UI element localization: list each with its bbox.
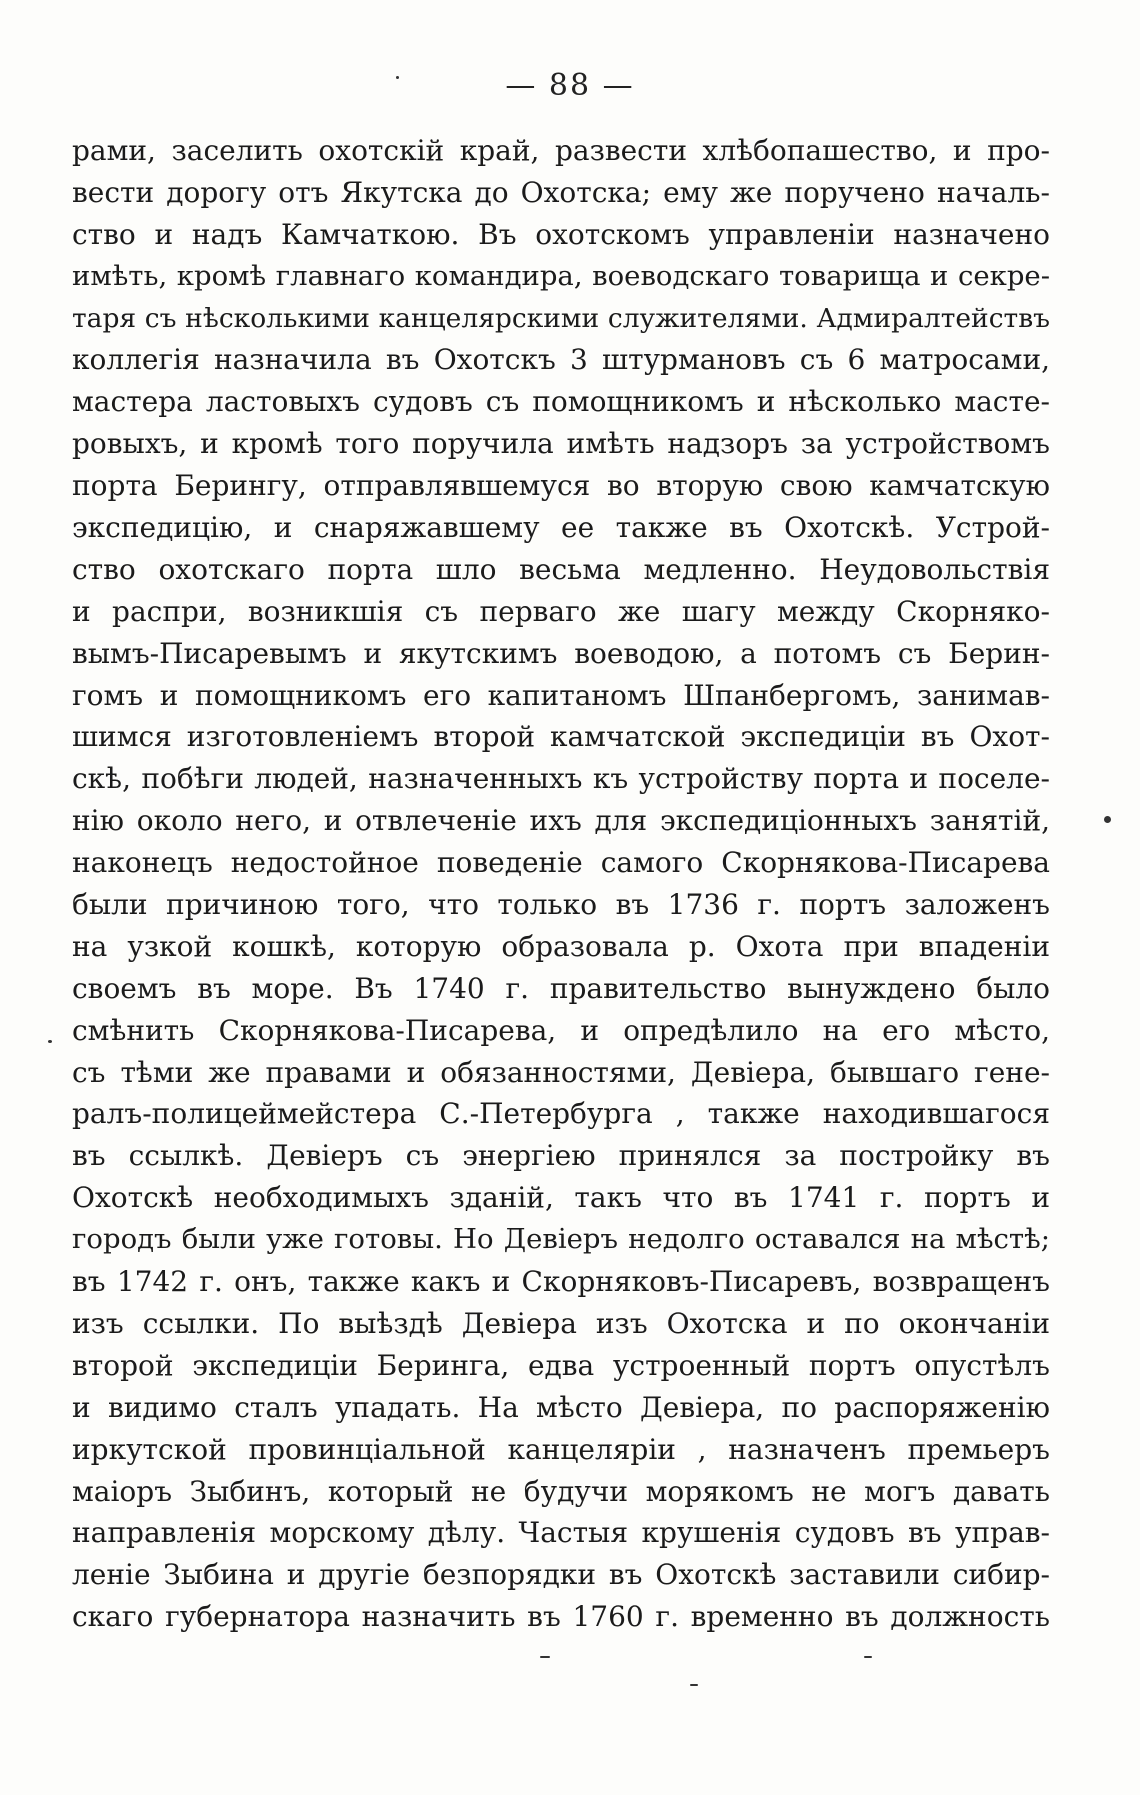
text-line: смѣнить Скорнякова-Писарева, и опредѣлило на его мѣсто, [72, 1013, 1050, 1047]
ink-speck [48, 1040, 52, 1043]
text-line: иркутской провинціальной канцеляріи , назначенъ премьеръ [72, 1432, 1050, 1466]
text-line: ровыхъ, и кромѣ того поручила имѣть надзоръ за устройствомъ [72, 427, 1050, 461]
text-line: порта Берингу, отправлявшемуся во вторую свою камчатскую [72, 469, 1050, 503]
text-line: нію около него, и отвлеченіе ихъ для экспедиціонныхъ занятій, [72, 804, 1050, 838]
text-line: таря съ нѣсколькими канцелярскими служителями. Адмиралтействъ [72, 302, 1050, 334]
body-text [72, 130, 1050, 1638]
text-line: въ 1742 г. онъ, также какъ и Скорняковъ-Писаревъ, возвращенъ [72, 1265, 1050, 1299]
text-line: въ ссылкѣ. Девіеръ съ энергіею принялся за постройку въ [72, 1139, 1050, 1173]
text-line: скаго губернатора назначить въ 1760 г. временно въ должность [72, 1600, 1050, 1634]
text-line: коллегія назначила въ Охотскъ 3 штурмановъ съ 6 матросами, [72, 343, 1050, 377]
text-line: гомъ и помощникомъ его капитаномъ Шпанбергомъ, занимав- [72, 678, 1050, 712]
text-line: и распри, возникшія съ перваго же шагу между Скорняко- [72, 594, 1050, 628]
text-line: были причиною того, что только въ 1736 г. портъ заложенъ [72, 888, 1050, 922]
text-line: экспедицію, и снаряжавшему ее также въ Охотскѣ. Устрой- [72, 511, 1050, 545]
text-line: рами, заселить охотскій край, развести хлѣбопашество, и про- [72, 134, 1050, 167]
text-line: наконецъ недостойное поведеніе самого Скорнякова-Писарева [72, 846, 1050, 880]
text-line: шимся изготовленіемъ второй камчатской экспедиціи въ Охот- [72, 720, 1050, 754]
ink-speck [690, 1684, 698, 1686]
text-line: ство охотскаго порта шло весьма медленно. Неудовольствія [72, 552, 1050, 586]
text-line: второй экспедиціи Беринга, едва устроенный портъ опустѣлъ [72, 1348, 1050, 1382]
text-line: своемъ въ море. Въ 1740 г. правительство вынуждено было [72, 971, 1050, 1005]
text-line: Охотскѣ необходимыхъ зданій, такъ что въ 1741 г. портъ и [72, 1181, 1050, 1215]
text-line: изъ ссылки. По выѣздѣ Девіера изъ Охотска и по окончаніи [72, 1306, 1050, 1340]
text-line: скѣ, побѣги людей, назначенныхъ къ устройству порта и поселе- [72, 762, 1050, 796]
ink-speck [540, 1656, 550, 1658]
text-line: мастера ластовыхъ судовъ съ помощникомъ и нѣсколько масте- [72, 385, 1050, 419]
text-line: и видимо сталъ упадать. На мѣсто Девіера, по распоряженію [72, 1390, 1050, 1424]
text-line: ралъ-полицеймейстера С.-Петербурга , также находившагося [72, 1097, 1050, 1131]
text-line: имѣть, кромѣ главнаго командира, воеводскаго товарища и секре- [72, 259, 1050, 292]
text-line: городъ были уже готовы. Но Девіеръ недолго оставался на мѣстѣ; [72, 1223, 1050, 1256]
ink-speck [396, 76, 399, 79]
text-line: ство и надъ Камчаткою. Въ охотскомъ управленіи назначено [72, 217, 1050, 251]
text-line: вымъ-Писаревымъ и якутскимъ воеводою, а потомъ съ Берин- [72, 636, 1050, 670]
text-line: съ тѣми же правами и обязанностями, Девіера, бывшаго гене- [72, 1055, 1050, 1089]
ink-speck [1104, 816, 1111, 823]
text-line: вести дорогу отъ Якутска до Охотска; ему же поручено началь- [72, 175, 1050, 209]
text-line: направленія морскому дѣлу. Частыя крушенія судовъ въ управ- [72, 1516, 1050, 1550]
ink-speck [864, 1656, 872, 1658]
text-line: леніе Зыбина и другіе безпорядки въ Охотскѣ заставили сибир- [72, 1558, 1050, 1592]
text-line: маіоръ Зыбинъ, который не будучи морякомъ не могъ давать [72, 1474, 1050, 1508]
page-number: — 88 — [505, 68, 635, 103]
text-line: на узкой кошкѣ, которую образовала р. Охота при впаденіи [72, 929, 1050, 963]
